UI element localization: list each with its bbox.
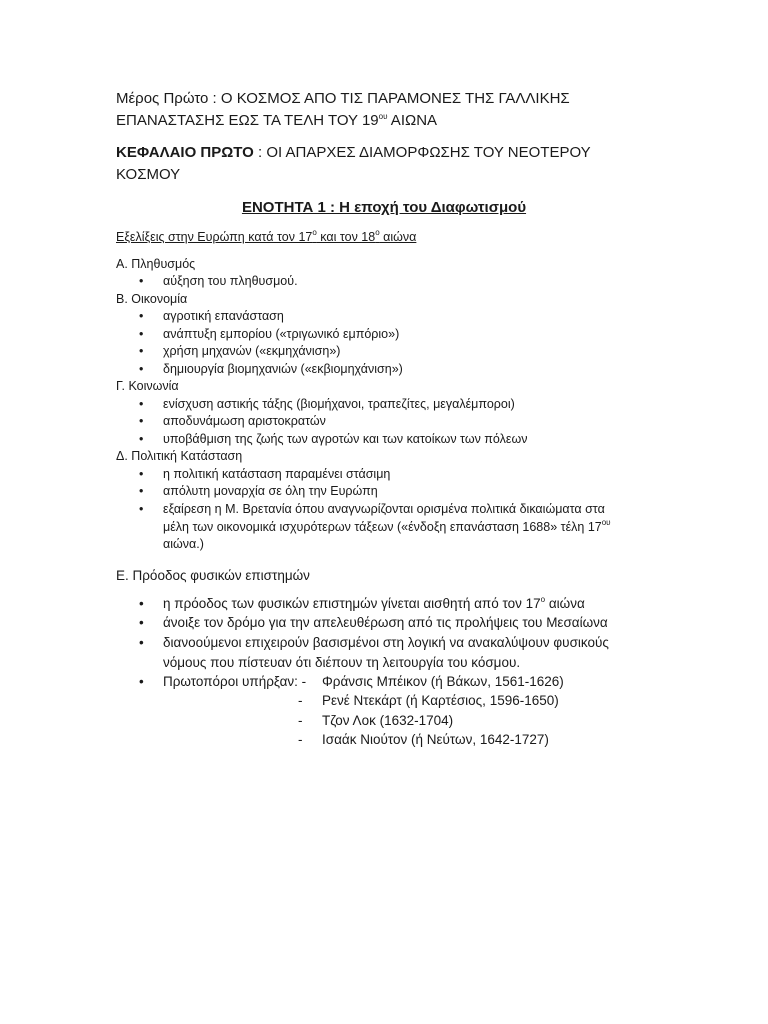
bullet-icon: • <box>139 432 144 446</box>
bullet-icon: • <box>139 397 144 411</box>
list-item: υποβάθμιση της ζωής των αγροτών και των κατοίκων των πόλεων <box>163 432 528 446</box>
bullet-icon: • <box>139 344 144 358</box>
list-item: διανοούμενοι επιχειρούν βασισμένοι στη λογική να ανακαλύψουν φυσικούς νόμους που πίστευαν ότι διέπουν τη λειτουργία του κόσμου. <box>163 635 609 670</box>
list-item: ενίσχυση αστικής τάξης (βιομήχανοι, τραπεζίτες, μεγαλέμποροι) <box>163 397 515 411</box>
chapter-label: ΚΕΦΑΛΑΙΟ ΠΡΩΤΟ <box>116 144 254 161</box>
part-title <box>116 88 656 132</box>
section-heading-science: Ε. Πρόοδος φυσικών επιστημών <box>116 568 310 583</box>
section-heading-society: Γ. Κοινωνία <box>116 379 179 393</box>
bullet-icon: • <box>139 484 144 498</box>
list-item: εξαίρεση η Μ. Βρετανία όπου αναγνωρίζονται ορισμένα πολιτικά δικαιώματα στα μέλη των οικονομικά ισχυρότερων τάξεων («ένδοξη επανάσταση 1688» τέλη $17^{o\upsilon}$ αιώνα.) <box>163 502 611 551</box>
pioneer-item: Ισαάκ Νιούτον (ή Νεύτων, 1642-1727) <box>322 732 549 747</box>
list-item: η πολιτική κατάσταση παραμένει στάσιμη <box>163 467 391 481</box>
bullet-icon: • <box>139 467 144 481</box>
unit-title: ΕΝΟΤΗΤΑ 1 : Η εποχή του Διαφωτισμού <box>241 199 527 216</box>
chapter-title: : ΟΙ ΑΠΑΡΧΕΣ ΔΙΑΜΟΡΦΩΣΗΣ ΤΟΥ ΝΕΟΤΕΡΟΥ <box>253 144 591 161</box>
bullet-icon: • <box>139 635 144 650</box>
list-item: άνοιξε τον δρόμο για την απελευθέρωση από τις προλήψεις του Μεσαίωνα <box>163 615 608 630</box>
section-heading-population: Α. Πληθυσμός <box>116 257 196 271</box>
list-item: αποδυνάμωση αριστοκρατών <box>163 414 326 428</box>
part-title-line2: ΕΠΑΝΑΣΤΑΣΗΣ ΕΩΣ ΤΑ ΤΕΛΗ ΤΟΥ $19^{o\upsilon}$ ΑΙΩΝΑ <box>116 112 438 129</box>
dash-icon: - <box>298 693 303 708</box>
dash-icon: - <box>298 713 303 728</box>
bullet-icon: • <box>139 274 144 288</box>
section-heading-economy: Β. Οικονομία <box>116 292 188 306</box>
list-item: χρήση μηχανών («εκμηχάνιση») <box>163 344 341 358</box>
bullet-icon: • <box>139 502 144 516</box>
bullet-icon: • <box>139 615 144 630</box>
list-item: η πρόοδος των φυσικών επιστημών γίνεται αισθητή από τον $17^o$ αιώνα <box>163 595 585 611</box>
chapter-heading <box>116 142 656 186</box>
pioneer-item: Φράνσις Μπέικον (ή Βάκων, 1561-1626) <box>322 674 564 689</box>
dash-icon: - <box>298 732 303 747</box>
bullet-icon: • <box>139 309 144 323</box>
bullet-icon: • <box>139 327 144 341</box>
part-title-line1: Μέρος Πρώτο : Ο ΚΟΣΜΟΣ ΑΠΟ ΤΙΣ ΠΑΡΑΜΟΝΕΣ ΤΗΣ ΓΑΛΛΙΚΗΣ <box>116 90 570 107</box>
section-heading-politics: Δ. Πολιτική Κατάσταση <box>116 449 243 463</box>
list-item: αύξηση του πληθυσμού. <box>163 274 298 288</box>
list-item: απόλυτη μοναρχία σε όλη την Ευρώπη <box>163 484 378 498</box>
list-item: ανάπτυξη εμπορίου («τριγωνικό εμπόριο») <box>163 327 400 341</box>
pioneers-label: Πρωτοπόροι υπήρξαν: - <box>163 674 307 689</box>
bullet-icon: • <box>139 596 144 611</box>
pioneer-item: Τζον Λοκ (1632-1704) <box>322 713 454 728</box>
list-item: δημιουργία βιομηχανιών («εκβιομηχάνιση») <box>163 362 403 376</box>
chapter-title-line2: ΚΟΣΜΟΥ <box>116 166 181 183</box>
list-item: αγροτική επανάσταση <box>163 309 284 323</box>
bullet-icon: • <box>139 414 144 428</box>
subheading: Εξελίξεις στην Ευρώπη κατά τον $17^o$ και τον $18^o$ αιώνα <box>116 228 417 244</box>
bullet-icon: • <box>139 674 144 689</box>
bullet-icon: • <box>139 362 144 376</box>
pioneer-item: Ρενέ Ντεκάρτ (ή Καρτέσιος, 1596-1650) <box>322 693 559 708</box>
